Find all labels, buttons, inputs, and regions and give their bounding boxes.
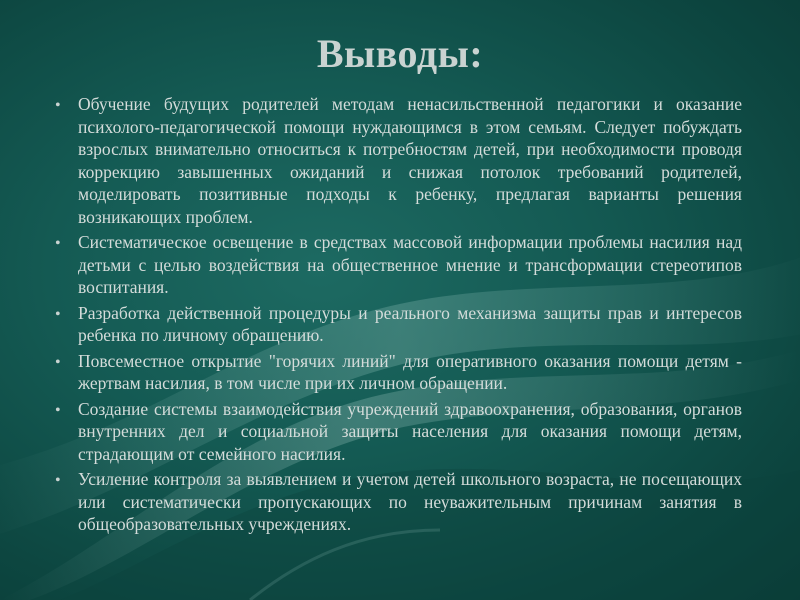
list-item-text: Разработка действенной процедуры и реального механизма защиты прав и интересов ребенка по личному обращению. bbox=[78, 302, 742, 345]
list-item-text: Обучение будущих родителей методам ненасильственной педагогики и оказание психолого-педагогической помощи нуждающимся в этом семьям. Следует побуждать взрослых внимательно относиться к потребностям детей, при необходимости проводя коррекцию завышенных ожиданий и снижая потолок требований родителей, моделировать позитивные подходы к ребенку, предлагая варианты решения возникающих проблем. bbox=[78, 94, 742, 227]
bullet-icon: • bbox=[55, 235, 61, 252]
bullet-icon: • bbox=[55, 401, 61, 419]
bullet-icon: • bbox=[55, 305, 61, 323]
list-item bbox=[48, 93, 742, 228]
list-item bbox=[48, 350, 742, 395]
conclusions-list bbox=[48, 93, 742, 539]
slide-title: Выводы: bbox=[316, 31, 484, 76]
bullet-icon: • bbox=[55, 97, 61, 114]
list-item bbox=[48, 468, 742, 536]
bullet-icon: • bbox=[55, 353, 61, 371]
list-item-text: Повсеместное открытие "горячих линий" для оперативного оказания помощи детям - жертвам насилия, в том числе при их личном обращении. bbox=[78, 350, 742, 393]
bullet-icon: • bbox=[55, 472, 61, 489]
list-item bbox=[48, 231, 742, 299]
list-item-text: Усиление контроля за выявлением и учетом детей школьного возраста, не посещающих или систематически пропускающих по неуважительным причинам занятия в общеобразовательных учреждениях. bbox=[78, 469, 742, 534]
list-item bbox=[48, 398, 742, 466]
list-item bbox=[48, 302, 742, 347]
list-item-text: Систематическое освещение в средствах массовой информации проблемы насилия над детьми с целью воздействия на общественное мнение и трансформации стереотипов воспитания. bbox=[78, 232, 742, 297]
list-item-text: Создание системы взаимодействия учреждений здравоохранения, образования, органов внутренних дел и социальной защиты населения для оказания помощи детям, страдающим от семейного насилия. bbox=[78, 398, 742, 464]
